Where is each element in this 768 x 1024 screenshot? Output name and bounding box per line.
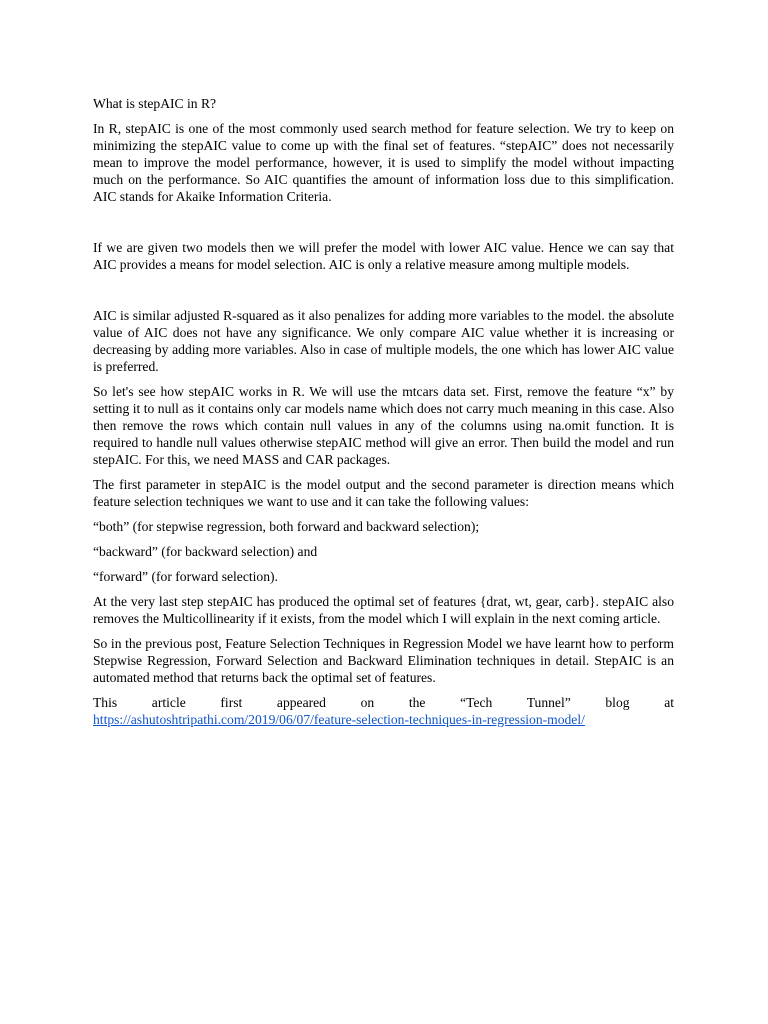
paragraph-parameters: The first parameter in stepAIC is the model output and the second parameter is direction means which feature selection techniques we want to use and it can take the following values:: [93, 477, 674, 509]
option-forward: “forward” (for forward selection).: [93, 569, 278, 584]
paragraph-optimal-features: At the very last step stepAIC has produced the optimal set of features {drat, wt, gear, carb}. stepAIC also removes the Multicollinearity if it exists, from the model which I will explain in the next coming article.: [93, 594, 674, 626]
source-link[interactable]: https://ashutoshtripathi.com/2019/06/07/feature-selection-techniques-in-regression-model/: [93, 712, 585, 727]
spacer: [93, 213, 674, 239]
source-text: This article first appeared on the “Tech Tunnel” blog at: [93, 695, 674, 710]
paragraph-model-comparison: If we are given two models then we will prefer the model with lower AIC value. Hence we can say that AIC provides a means for model selection. AIC is only a relative measure among multiple models.: [93, 240, 674, 272]
spacer: [93, 281, 674, 307]
paragraph-source: [93, 694, 674, 728]
option-both: “both” (for stepwise regression, both forward and backward selection);: [93, 519, 480, 534]
option-backward: “backward” (for backward selection) and: [93, 544, 318, 559]
paragraph-previous-post: So in the previous post, Feature Selection Techniques in Regression Model we have learnt how to perform Stepwise Regression, Forward Selection and Backward Elimination techniques in detail. StepAIC is an automated method that returns back the optimal set of features.: [93, 636, 674, 685]
paragraph-stepaic-intro: In R, stepAIC is one of the most commonly used search method for feature selection. We try to keep on minimizing the stepAIC value to come up with the final set of features. “stepAIC” does not necessarily mean to improve the model performance, however, it is used to simplify the model without impacting much on the performance. So AIC quantifies the amount of information loss due to this simplification. AIC stands for Akaike Information Criteria.: [93, 121, 674, 204]
document-title: What is stepAIC in R?: [93, 96, 217, 111]
paragraph-aic-vs-r-squared: AIC is similar adjusted R-squared as it also penalizes for adding more variables to the model. the absolute value of AIC does not have any significance. We only compare AIC value whether it is increasing or decreasing by adding more variables. Also in case of multiple models, the one which has lower AIC value is preferred.: [93, 308, 674, 374]
document-body: [93, 95, 674, 736]
paragraph-stepaic-in-r: So let's see how stepAIC works in R. We will use the mtcars data set. First, remove the feature “x” by setting it to null as it contains only car models name which does not carry much meaning in this case. Also then remove the rows which contain null values in any of the columns using na.omit function. It is required to handle null values otherwise stepAIC method will give an error. Then build the model and run stepAIC. For this, we need MASS and CAR packages.: [93, 384, 674, 467]
